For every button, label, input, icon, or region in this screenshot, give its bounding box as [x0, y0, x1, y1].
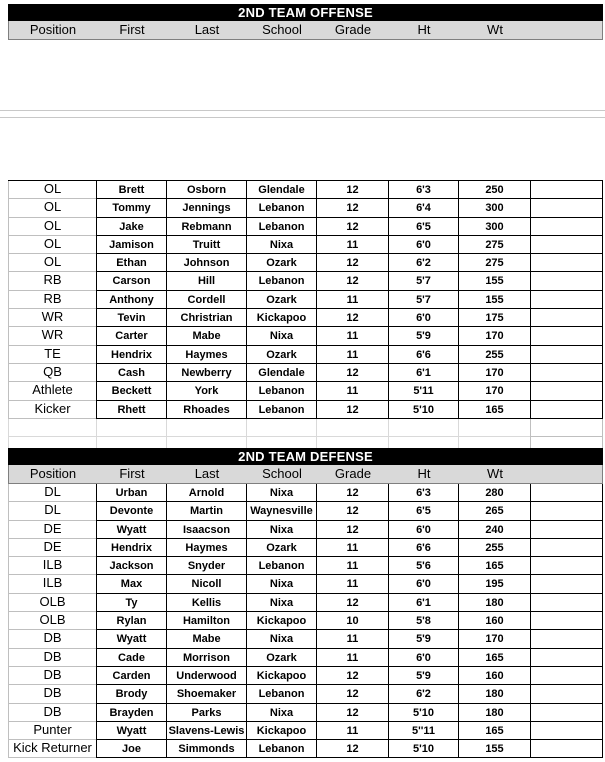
cell-last: Slavens-Lewis	[166, 722, 246, 740]
cell-school: Ozark	[246, 291, 316, 309]
cell-school: Nixa	[246, 521, 316, 539]
table-row	[8, 539, 603, 557]
header-first: First	[119, 466, 145, 481]
cell-blank	[530, 309, 603, 327]
cell-last: Martin	[166, 502, 246, 520]
cell-school: Nixa	[246, 236, 316, 254]
cell-wt: 170	[458, 382, 530, 400]
cell-wt: 250	[458, 181, 530, 199]
cell-first: Carson	[96, 272, 166, 290]
cell-wt: 160	[458, 667, 530, 685]
cell-grade: 12	[316, 309, 388, 327]
cell-school: Waynesville	[246, 502, 316, 520]
cell-empty	[530, 419, 603, 437]
cell-blank	[530, 181, 603, 199]
cell-position: DE	[8, 539, 96, 557]
cell-first: Jamison	[96, 236, 166, 254]
page-break-line	[0, 110, 605, 111]
cell-grade: 12	[316, 484, 388, 502]
cell-wt: 170	[458, 327, 530, 345]
cell-blank	[530, 364, 603, 382]
cell-first: Jackson	[96, 557, 166, 575]
cell-empty	[458, 419, 530, 437]
cell-ht: 5'9	[388, 327, 458, 345]
cell-blank	[530, 575, 603, 593]
cell-ht: 6'5	[388, 502, 458, 520]
cell-grade: 11	[316, 539, 388, 557]
cell-ht: 5'9	[388, 667, 458, 685]
cell-position: OL	[8, 181, 96, 199]
cell-position: DB	[8, 667, 96, 685]
defense-header-row	[8, 465, 603, 484]
cell-blank	[530, 557, 603, 575]
cell-first: Cash	[96, 364, 166, 382]
cell-grade: 11	[316, 649, 388, 667]
cell-blank	[530, 630, 603, 648]
cell-last: Underwood	[166, 667, 246, 685]
cell-ht: 6'5	[388, 218, 458, 236]
cell-empty	[316, 419, 388, 437]
cell-ht: 5'7	[388, 272, 458, 290]
header-last: Last	[194, 22, 220, 37]
cell-position: DL	[8, 484, 96, 502]
table-row	[8, 667, 603, 685]
cell-empty	[96, 419, 166, 437]
cell-school: Ozark	[246, 649, 316, 667]
cell-grade: 12	[316, 667, 388, 685]
cell-grade: 12	[316, 502, 388, 520]
cell-wt: 195	[458, 575, 530, 593]
cell-wt: 155	[458, 740, 530, 758]
cell-grade: 12	[316, 181, 388, 199]
cell-first: Brayden	[96, 704, 166, 722]
table-row	[8, 218, 603, 236]
cell-grade: 11	[316, 557, 388, 575]
cell-ht: 6'0	[388, 521, 458, 539]
cell-wt: 180	[458, 685, 530, 703]
cell-ht: 6'3	[388, 181, 458, 199]
cell-blank	[530, 346, 603, 364]
cell-blank	[530, 740, 603, 758]
table-row	[8, 401, 603, 419]
cell-school: Ozark	[246, 346, 316, 364]
page-break-line	[0, 117, 605, 118]
header-grade: Grade	[334, 466, 372, 481]
cell-position: TE	[8, 346, 96, 364]
cell-first: Carden	[96, 667, 166, 685]
cell-blank	[530, 484, 603, 502]
cell-empty	[8, 419, 96, 437]
cell-empty	[166, 419, 246, 437]
header-wt: Wt	[487, 466, 503, 481]
cell-wt: 180	[458, 594, 530, 612]
table-row	[8, 327, 603, 345]
cell-school: Glendale	[246, 181, 316, 199]
cell-grade: 12	[316, 364, 388, 382]
cell-ht: 6'4	[388, 199, 458, 217]
cell-position: DB	[8, 704, 96, 722]
cell-school: Glendale	[246, 364, 316, 382]
cell-position: OL	[8, 218, 96, 236]
cell-ht: 5'10	[388, 704, 458, 722]
cell-grade: 11	[316, 575, 388, 593]
header-grade: Grade	[334, 22, 372, 37]
cell-first: Hendrix	[96, 539, 166, 557]
table-row	[8, 272, 603, 290]
cell-ht: 6'2	[388, 254, 458, 272]
cell-ht: 5'6	[388, 557, 458, 575]
cell-first: Tevin	[96, 309, 166, 327]
cell-ht: 6'0	[388, 309, 458, 327]
cell-last: Nicoll	[166, 575, 246, 593]
table-row	[8, 199, 603, 217]
cell-blank	[530, 539, 603, 557]
cell-last: Haymes	[166, 539, 246, 557]
cell-wt: 165	[458, 401, 530, 419]
cell-last: Truitt	[166, 236, 246, 254]
cell-school: Ozark	[246, 254, 316, 272]
cell-school: Lebanon	[246, 382, 316, 400]
cell-last: Haymes	[166, 346, 246, 364]
header-position: Position	[29, 22, 77, 37]
table-row	[8, 740, 603, 758]
cell-first: Brett	[96, 181, 166, 199]
cell-wt: 165	[458, 649, 530, 667]
cell-last: Johnson	[166, 254, 246, 272]
cell-ht: 5'10	[388, 401, 458, 419]
offense-section	[8, 4, 603, 40]
cell-ht: 5'9	[388, 630, 458, 648]
cell-school: Nixa	[246, 327, 316, 345]
cell-ht: 5''11	[388, 722, 458, 740]
cell-grade: 11	[316, 630, 388, 648]
cell-blank	[530, 382, 603, 400]
defense-table	[8, 484, 603, 758]
cell-wt: 255	[458, 346, 530, 364]
table-row	[8, 594, 603, 612]
cell-grade: 11	[316, 722, 388, 740]
cell-wt: 275	[458, 254, 530, 272]
cell-blank	[530, 722, 603, 740]
cell-first: Wyatt	[96, 722, 166, 740]
cell-first: Tommy	[96, 199, 166, 217]
cell-ht: 6'0	[388, 649, 458, 667]
cell-position: WR	[8, 327, 96, 345]
cell-blank	[530, 272, 603, 290]
cell-wt: 170	[458, 364, 530, 382]
cell-blank	[530, 521, 603, 539]
cell-position: Kick Returner	[8, 740, 96, 758]
cell-last: Simmonds	[166, 740, 246, 758]
cell-wt: 275	[458, 236, 530, 254]
cell-first: Cade	[96, 649, 166, 667]
cell-wt: 175	[458, 309, 530, 327]
cell-ht: 6'0	[388, 575, 458, 593]
cell-school: Kickapoo	[246, 722, 316, 740]
cell-wt: 255	[458, 539, 530, 557]
cell-last: Parks	[166, 704, 246, 722]
cell-first: Wyatt	[96, 521, 166, 539]
cell-position: RB	[8, 291, 96, 309]
cell-grade: 12	[316, 704, 388, 722]
table-row	[8, 254, 603, 272]
table-row	[8, 484, 603, 502]
cell-last: Hamilton	[166, 612, 246, 630]
table-row	[8, 649, 603, 667]
cell-grade: 12	[316, 218, 388, 236]
cell-last: Hill	[166, 272, 246, 290]
table-row	[8, 291, 603, 309]
cell-school: Kickapoo	[246, 667, 316, 685]
defense-title: 2ND TEAM DEFENSE	[8, 448, 603, 465]
cell-grade: 12	[316, 272, 388, 290]
header-wt: Wt	[487, 22, 503, 37]
cell-grade: 11	[316, 291, 388, 309]
offense-table	[8, 180, 603, 455]
empty-row	[8, 419, 603, 437]
cell-position: OL	[8, 236, 96, 254]
cell-blank	[530, 401, 603, 419]
cell-blank	[530, 612, 603, 630]
cell-position: DB	[8, 649, 96, 667]
cell-ht: 6'3	[388, 484, 458, 502]
cell-ht: 6'0	[388, 236, 458, 254]
table-row	[8, 557, 603, 575]
cell-ht: 5'10	[388, 740, 458, 758]
cell-last: Osborn	[166, 181, 246, 199]
cell-wt: 160	[458, 612, 530, 630]
cell-blank	[530, 502, 603, 520]
table-row	[8, 382, 603, 400]
cell-position: Punter	[8, 722, 96, 740]
cell-grade: 11	[316, 236, 388, 254]
cell-last: Mabe	[166, 630, 246, 648]
cell-wt: 240	[458, 521, 530, 539]
cell-school: Nixa	[246, 594, 316, 612]
header-last: Last	[194, 466, 220, 481]
cell-last: Shoemaker	[166, 685, 246, 703]
cell-last: Cordell	[166, 291, 246, 309]
cell-first: Max	[96, 575, 166, 593]
cell-position: DL	[8, 502, 96, 520]
table-row	[8, 236, 603, 254]
cell-last: Newberry	[166, 364, 246, 382]
cell-ht: 6'1	[388, 364, 458, 382]
table-row	[8, 521, 603, 539]
cell-school: Lebanon	[246, 218, 316, 236]
cell-grade: 12	[316, 254, 388, 272]
cell-first: Wyatt	[96, 630, 166, 648]
cell-school: Ozark	[246, 539, 316, 557]
cell-position: OL	[8, 254, 96, 272]
cell-last: York	[166, 382, 246, 400]
cell-position: DB	[8, 685, 96, 703]
header-school: School	[262, 466, 302, 481]
cell-school: Lebanon	[246, 740, 316, 758]
cell-first: Ethan	[96, 254, 166, 272]
table-row	[8, 704, 603, 722]
cell-school: Nixa	[246, 484, 316, 502]
cell-grade: 11	[316, 346, 388, 364]
cell-wt: 170	[458, 630, 530, 648]
cell-school: Lebanon	[246, 401, 316, 419]
table-row	[8, 181, 603, 199]
cell-blank	[530, 594, 603, 612]
cell-first: Devonte	[96, 502, 166, 520]
header-ht: Ht	[417, 22, 431, 37]
header-school: School	[262, 22, 302, 37]
defense-section	[8, 448, 603, 484]
cell-last: Morrison	[166, 649, 246, 667]
cell-wt: 180	[458, 704, 530, 722]
cell-wt: 155	[458, 272, 530, 290]
cell-blank	[530, 327, 603, 345]
table-row	[8, 575, 603, 593]
cell-last: Mabe	[166, 327, 246, 345]
cell-grade: 12	[316, 199, 388, 217]
cell-blank	[530, 667, 603, 685]
cell-position: RB	[8, 272, 96, 290]
cell-school: Lebanon	[246, 685, 316, 703]
cell-wt: 165	[458, 722, 530, 740]
cell-last: Snyder	[166, 557, 246, 575]
cell-first: Rhett	[96, 401, 166, 419]
table-row	[8, 685, 603, 703]
cell-school: Nixa	[246, 630, 316, 648]
cell-ht: 6'6	[388, 346, 458, 364]
cell-blank	[530, 704, 603, 722]
cell-position: DE	[8, 521, 96, 539]
cell-wt: 280	[458, 484, 530, 502]
cell-grade: 12	[316, 594, 388, 612]
cell-wt: 165	[458, 557, 530, 575]
cell-last: Kellis	[166, 594, 246, 612]
cell-ht: 5'8	[388, 612, 458, 630]
cell-grade: 12	[316, 401, 388, 419]
cell-first: Urban	[96, 484, 166, 502]
cell-last: Arnold	[166, 484, 246, 502]
header-ht: Ht	[417, 466, 431, 481]
cell-wt: 300	[458, 199, 530, 217]
offense-title: 2ND TEAM OFFENSE	[8, 4, 603, 21]
cell-position: OL	[8, 199, 96, 217]
cell-school: Lebanon	[246, 272, 316, 290]
cell-first: Hendrix	[96, 346, 166, 364]
table-row	[8, 722, 603, 740]
cell-wt: 300	[458, 218, 530, 236]
table-row	[8, 346, 603, 364]
cell-grade: 12	[316, 521, 388, 539]
cell-wt: 265	[458, 502, 530, 520]
cell-wt: 155	[458, 291, 530, 309]
cell-ht: 6'1	[388, 594, 458, 612]
cell-ht: 5'11	[388, 382, 458, 400]
cell-empty	[388, 419, 458, 437]
header-blank	[531, 465, 602, 483]
cell-first: Joe	[96, 740, 166, 758]
cell-school: Kickapoo	[246, 612, 316, 630]
cell-first: Anthony	[96, 291, 166, 309]
table-row	[8, 630, 603, 648]
header-blank	[531, 21, 602, 39]
cell-last: Christrian	[166, 309, 246, 327]
cell-grade: 11	[316, 382, 388, 400]
cell-position: Kicker	[8, 401, 96, 419]
cell-ht: 6'2	[388, 685, 458, 703]
cell-blank	[530, 649, 603, 667]
table-row	[8, 309, 603, 327]
cell-last: Isaacson	[166, 521, 246, 539]
cell-position: WR	[8, 309, 96, 327]
cell-school: Nixa	[246, 704, 316, 722]
cell-blank	[530, 199, 603, 217]
cell-grade: 12	[316, 740, 388, 758]
cell-blank	[530, 236, 603, 254]
cell-school: Nixa	[246, 575, 316, 593]
cell-position: ILB	[8, 557, 96, 575]
cell-first: Jake	[96, 218, 166, 236]
cell-blank	[530, 254, 603, 272]
cell-position: ILB	[8, 575, 96, 593]
cell-school: Lebanon	[246, 557, 316, 575]
cell-grade: 10	[316, 612, 388, 630]
cell-position: QB	[8, 364, 96, 382]
cell-school: Kickapoo	[246, 309, 316, 327]
cell-position: OLB	[8, 612, 96, 630]
header-position: Position	[29, 466, 77, 481]
offense-header-row	[8, 21, 603, 40]
header-first: First	[119, 22, 145, 37]
cell-first: Beckett	[96, 382, 166, 400]
table-row	[8, 612, 603, 630]
cell-first: Ty	[96, 594, 166, 612]
cell-position: OLB	[8, 594, 96, 612]
cell-first: Rylan	[96, 612, 166, 630]
cell-ht: 5'7	[388, 291, 458, 309]
cell-school: Lebanon	[246, 199, 316, 217]
cell-last: Rhoades	[166, 401, 246, 419]
cell-grade: 11	[316, 327, 388, 345]
table-row	[8, 364, 603, 382]
cell-blank	[530, 685, 603, 703]
cell-last: Rebmann	[166, 218, 246, 236]
cell-first: Brody	[96, 685, 166, 703]
cell-blank	[530, 291, 603, 309]
cell-first: Carter	[96, 327, 166, 345]
table-row	[8, 502, 603, 520]
cell-position: DB	[8, 630, 96, 648]
cell-blank	[530, 218, 603, 236]
cell-empty	[246, 419, 316, 437]
cell-grade: 12	[316, 685, 388, 703]
cell-last: Jennings	[166, 199, 246, 217]
cell-ht: 6'6	[388, 539, 458, 557]
cell-position: Athlete	[8, 382, 96, 400]
